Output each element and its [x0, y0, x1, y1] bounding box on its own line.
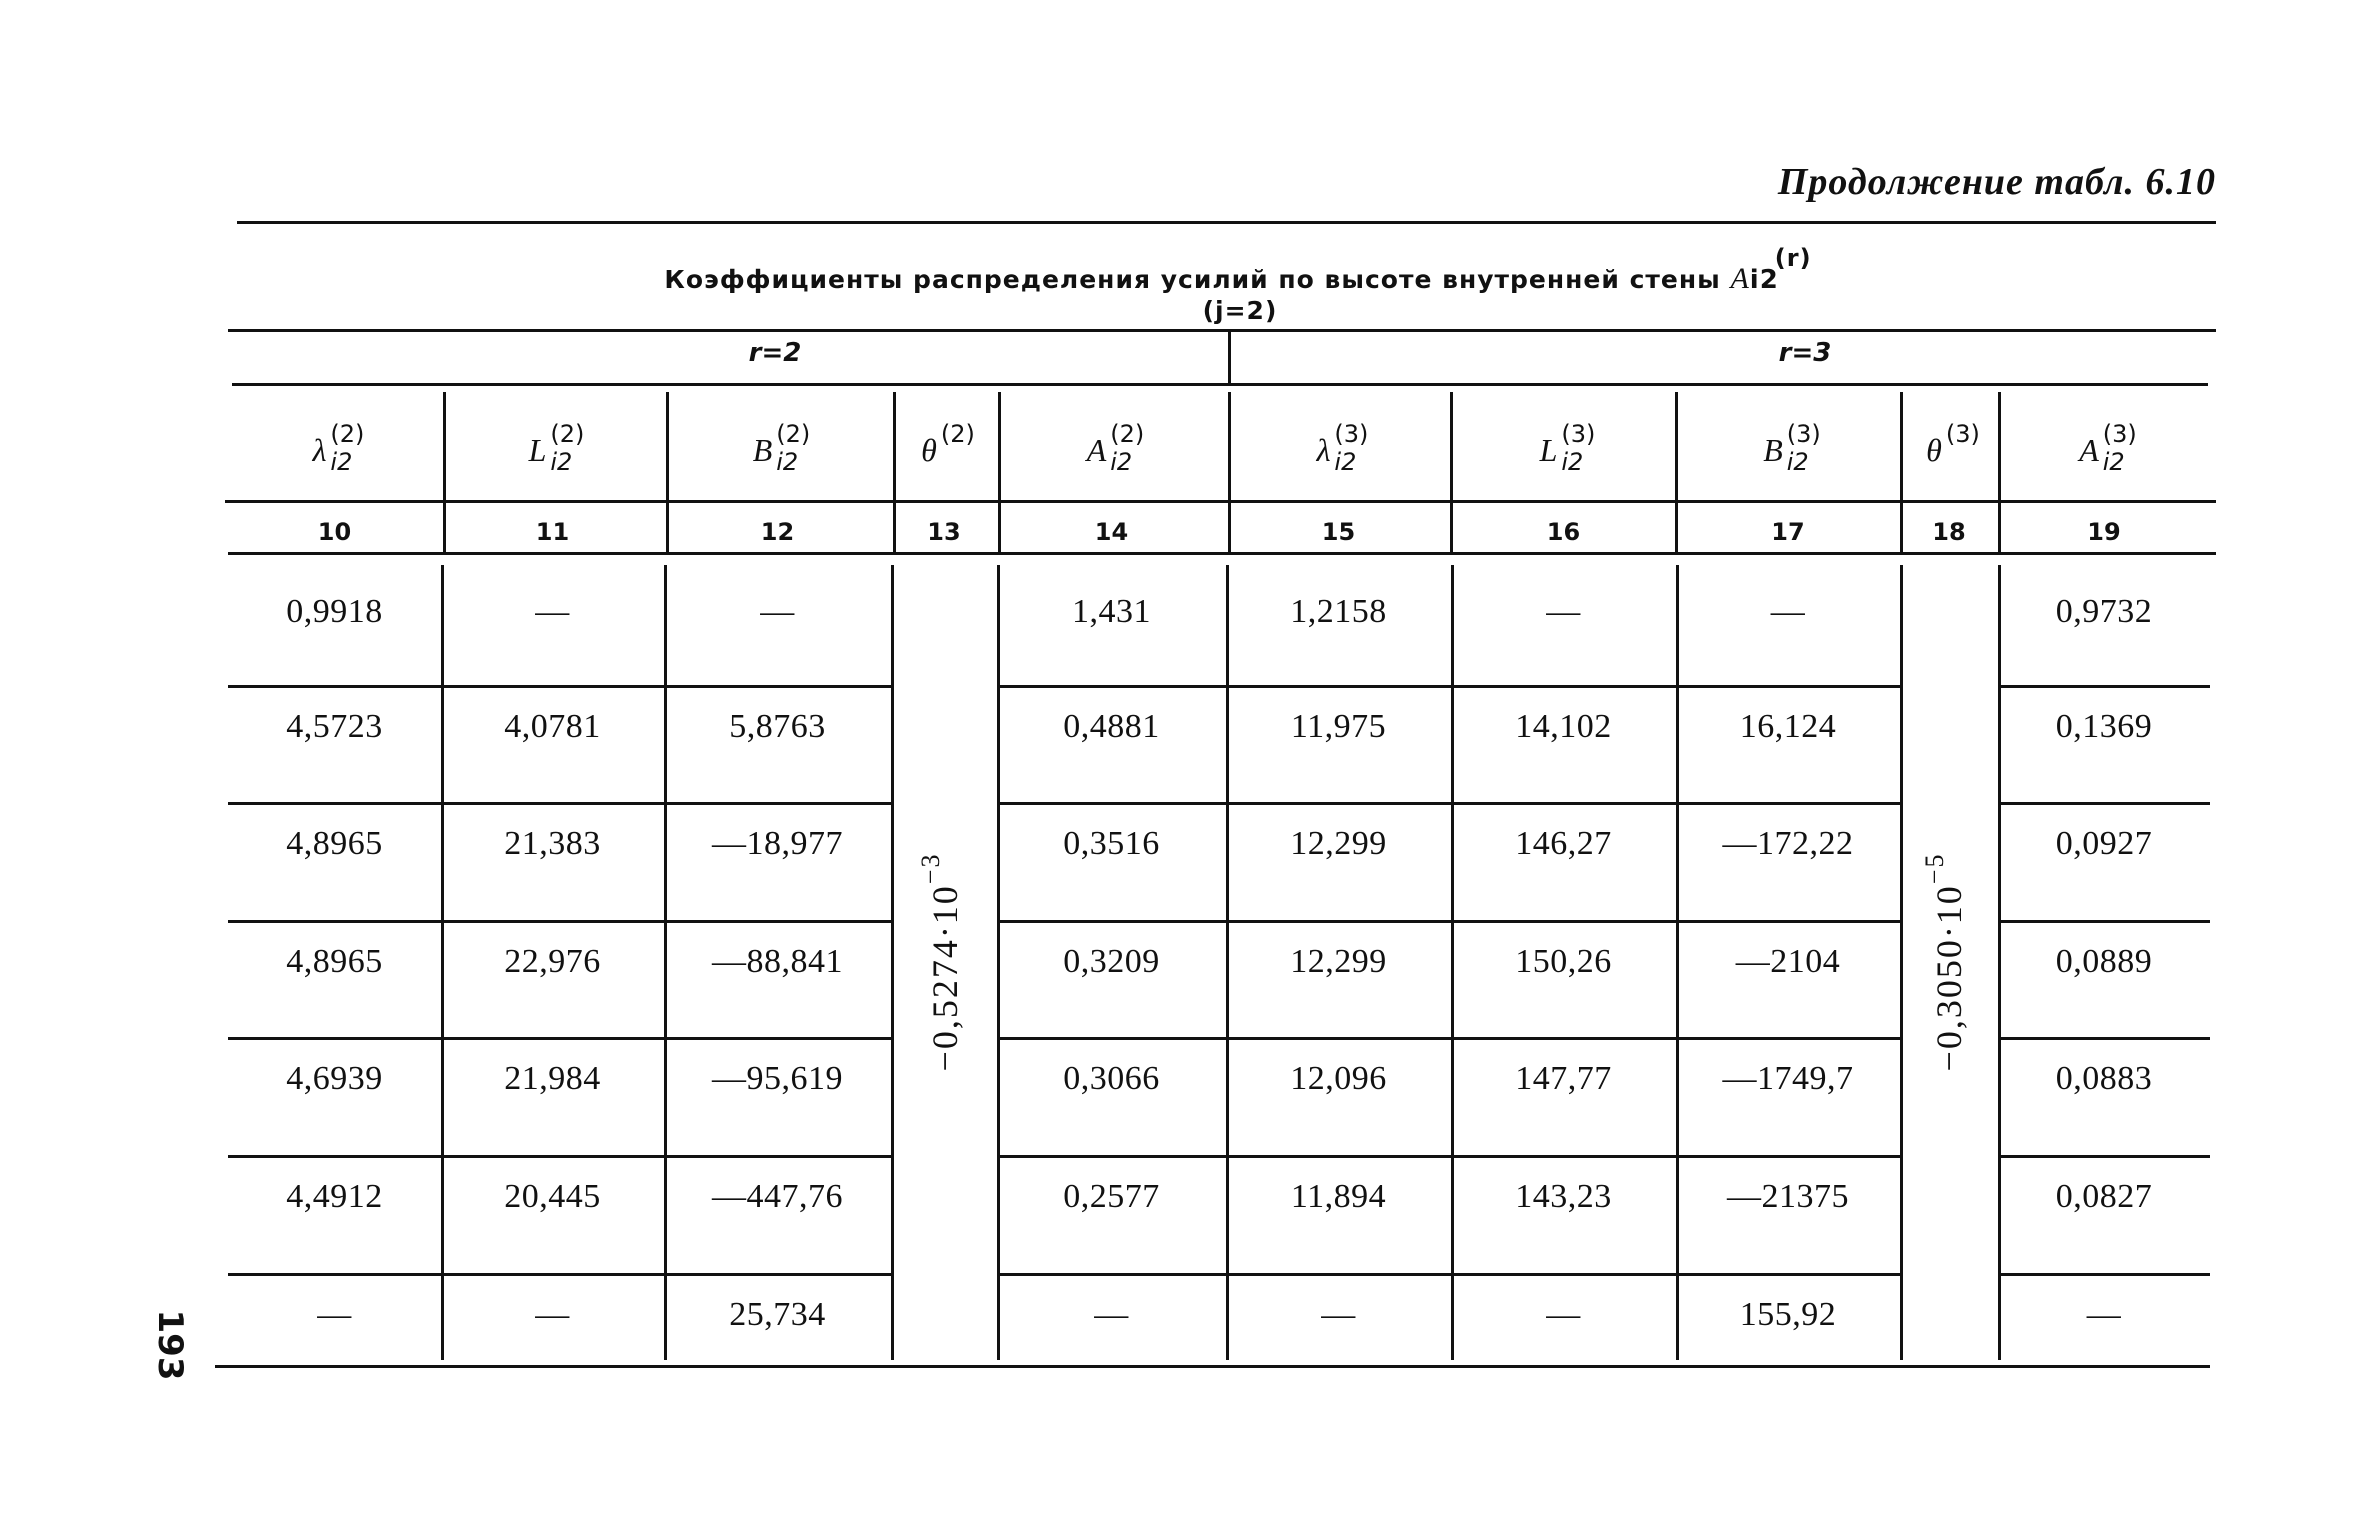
- table-cell: —: [1770, 593, 1806, 630]
- caption-text: Коэффициенты распределения усилий по высоте внутренней стены: [664, 265, 1721, 294]
- column-number: 15: [1321, 518, 1356, 546]
- row-separator: [1998, 1155, 2210, 1158]
- theta-r3-value: −0,3050·10 −5: [1920, 852, 1969, 1072]
- table-cell: 0,4881: [1063, 708, 1160, 745]
- column-header-17: [1676, 400, 1900, 500]
- header-symbol: θ (3): [1926, 419, 1980, 468]
- table-caption: [640, 244, 1840, 325]
- theta-r2-value: −0,5274·10 −3: [916, 852, 965, 1072]
- row-separator: [997, 685, 1900, 688]
- table-cell: 4,8965: [286, 825, 383, 862]
- header-superscript: (3): [1334, 419, 1369, 448]
- column-number: 11: [535, 518, 570, 546]
- table-cell: —18,977: [712, 825, 843, 862]
- table-cell: 16,124: [1739, 708, 1837, 745]
- header-superscript: (2): [1110, 419, 1145, 448]
- column-header-12: [664, 400, 891, 500]
- column-header-10: [228, 400, 441, 500]
- table-cell: —: [2086, 1296, 2122, 1333]
- header-subscript: i2: [1110, 447, 1133, 476]
- header-symbol: B (2) i2: [752, 419, 811, 476]
- table-cell: 0,9918: [286, 593, 383, 630]
- header-symbol: λ (3) i2: [1316, 419, 1369, 476]
- header-symbol: A (3) i2: [2079, 419, 2137, 476]
- table-cell: —2104: [1735, 943, 1841, 980]
- row-separator: [228, 802, 891, 805]
- header-symbol: B (3) i2: [1763, 419, 1821, 476]
- table-cell: 11,975: [1290, 708, 1387, 745]
- table-cell: —88,841: [712, 943, 843, 980]
- header-subscript: i2: [2102, 447, 2125, 476]
- table-cell: 0,9732: [2055, 593, 2153, 630]
- table-cell: —: [535, 593, 570, 630]
- table-cell: 4,6939: [286, 1060, 383, 1097]
- table-cell: 0,0883: [2055, 1060, 2153, 1097]
- header-superscript: (2): [940, 419, 975, 448]
- table-cell: —: [317, 1296, 352, 1333]
- table-cell: —172,22: [1722, 825, 1854, 862]
- column-number: 12: [760, 518, 795, 546]
- table-cell: —: [1321, 1296, 1356, 1333]
- header-superscript: (3): [1945, 419, 1980, 448]
- row-separator: [1998, 920, 2210, 923]
- table-cell: —: [1546, 1296, 1581, 1333]
- table-cell: 12,096: [1290, 1060, 1387, 1097]
- caption-rule: [228, 329, 2216, 332]
- table-cell: 4,8965: [286, 943, 383, 980]
- table-cell: 150,26: [1515, 943, 1612, 980]
- table-cell: 147,77: [1515, 1060, 1612, 1097]
- row-separator: [997, 920, 1900, 923]
- header-symbol: A (2) i2: [1086, 419, 1145, 476]
- row-separator: [1998, 802, 2210, 805]
- row-separator: [997, 1037, 1900, 1040]
- column-header-18: [1900, 400, 1998, 500]
- table-cell: 12,299: [1290, 825, 1387, 862]
- column-header-14: [997, 400, 1226, 500]
- column-number: 10: [317, 518, 352, 546]
- table-cell: 0,3516: [1063, 825, 1160, 862]
- header-subscript: i2: [776, 447, 799, 476]
- column-number: 19: [2087, 518, 2121, 546]
- table-cell: 146,27: [1515, 825, 1612, 862]
- table-cell: 0,0927: [2055, 825, 2153, 862]
- column-header-16: [1451, 400, 1676, 500]
- col-divider: [1900, 565, 1903, 1360]
- table-cell: —21375: [1727, 1178, 1849, 1215]
- top-rule: [237, 221, 2216, 224]
- header-subscript: i2: [1786, 447, 1809, 476]
- colnum-rule: [228, 552, 2216, 555]
- table-cell: 0,3209: [1063, 943, 1160, 980]
- table-cell: 0,1369: [2055, 708, 2153, 745]
- column-header-11: [441, 400, 664, 500]
- column-number: 18: [1932, 518, 1966, 546]
- header-superscript: (2): [330, 419, 365, 448]
- table-cell: 143,23: [1515, 1178, 1612, 1215]
- row-separator: [1998, 1037, 2210, 1040]
- page-number: 193: [150, 1309, 190, 1381]
- group-divider: [1228, 330, 1231, 383]
- header-subscript: i2: [1561, 447, 1584, 476]
- header-superscript: (2): [776, 419, 811, 448]
- caption-symbol-sup: (r): [1774, 244, 1812, 272]
- table-cell: 21,383: [504, 825, 601, 862]
- caption-symbol: A: [1730, 262, 1750, 295]
- table-cell: 25,734: [729, 1296, 826, 1333]
- table-cell: 20,445: [504, 1178, 601, 1215]
- header-symbol: θ (2): [921, 419, 975, 468]
- row-separator: [228, 685, 891, 688]
- column-number: 13: [927, 518, 961, 546]
- header-subscript: i2: [1334, 447, 1357, 476]
- table-cell: —95,619: [712, 1060, 843, 1097]
- row-separator: [997, 802, 1900, 805]
- header-symbol: L (2) i2: [528, 419, 585, 476]
- column-header-19: [1998, 400, 2210, 500]
- page-title: Продолжение табл. 6.10: [1777, 161, 2216, 203]
- table-cell: 1,2158: [1290, 593, 1387, 630]
- row-separator: [997, 1273, 1900, 1276]
- table-cell: —: [1094, 1296, 1129, 1333]
- header-superscript: (3): [1786, 419, 1821, 448]
- header-subscript: i2: [550, 447, 573, 476]
- header-superscript: (2): [550, 419, 585, 448]
- group-rule: [232, 383, 2208, 386]
- table-cell: 1,431: [1072, 593, 1151, 630]
- group-label-r3: r=3: [1778, 338, 1832, 368]
- table-cell: 0,0889: [2055, 943, 2153, 980]
- row-separator: [228, 1037, 891, 1040]
- column-header-13: [891, 400, 997, 500]
- table-cell: 22,976: [504, 943, 601, 980]
- row-separator: [228, 1273, 891, 1276]
- table-cell: 4,5723: [286, 708, 383, 745]
- row-separator: [228, 920, 891, 923]
- table-cell: 0,0827: [2055, 1178, 2153, 1215]
- caption-condition: (j=2): [1202, 296, 1278, 325]
- header-symbol: L (3) i2: [1539, 419, 1596, 476]
- header-rule: [225, 500, 2216, 503]
- table-cell: 4,4912: [286, 1178, 383, 1215]
- column-number: 14: [1094, 518, 1129, 546]
- row-separator: [1998, 685, 2210, 688]
- table-cell: 11,894: [1290, 1178, 1387, 1215]
- column-number: 16: [1546, 518, 1581, 546]
- group-label-r2: r=2: [748, 338, 802, 368]
- header-superscript: (3): [2102, 419, 2137, 448]
- row-separator: [1998, 1273, 2210, 1276]
- header-superscript: (3): [1561, 419, 1596, 448]
- bottom-rule: [215, 1365, 2210, 1368]
- table-cell: —: [535, 1296, 570, 1333]
- table-cell: 14,102: [1515, 708, 1612, 745]
- table-cell: —: [1546, 593, 1581, 630]
- header-symbol: λ (2) i2: [312, 419, 365, 476]
- header-subscript: i2: [330, 447, 353, 476]
- row-separator: [997, 1155, 1900, 1158]
- caption-symbol-sub: i2: [1749, 265, 1779, 295]
- table-cell: 4,0781: [504, 708, 601, 745]
- table-cell: —447,76: [712, 1178, 843, 1215]
- col-divider: [891, 565, 894, 1360]
- table-cell: 5,8763: [729, 708, 826, 745]
- table-cell: 12,299: [1290, 943, 1387, 980]
- column-number: 17: [1771, 518, 1805, 546]
- table-cell: 0,3066: [1063, 1060, 1160, 1097]
- table-cell: 21,984: [504, 1060, 601, 1097]
- column-header-15: [1226, 400, 1451, 500]
- table-cell: 155,92: [1739, 1296, 1837, 1333]
- table-cell: 0,2577: [1063, 1178, 1160, 1215]
- row-separator: [228, 1155, 891, 1158]
- table-cell: —: [760, 593, 795, 630]
- table-cell: —1749,7: [1722, 1060, 1854, 1097]
